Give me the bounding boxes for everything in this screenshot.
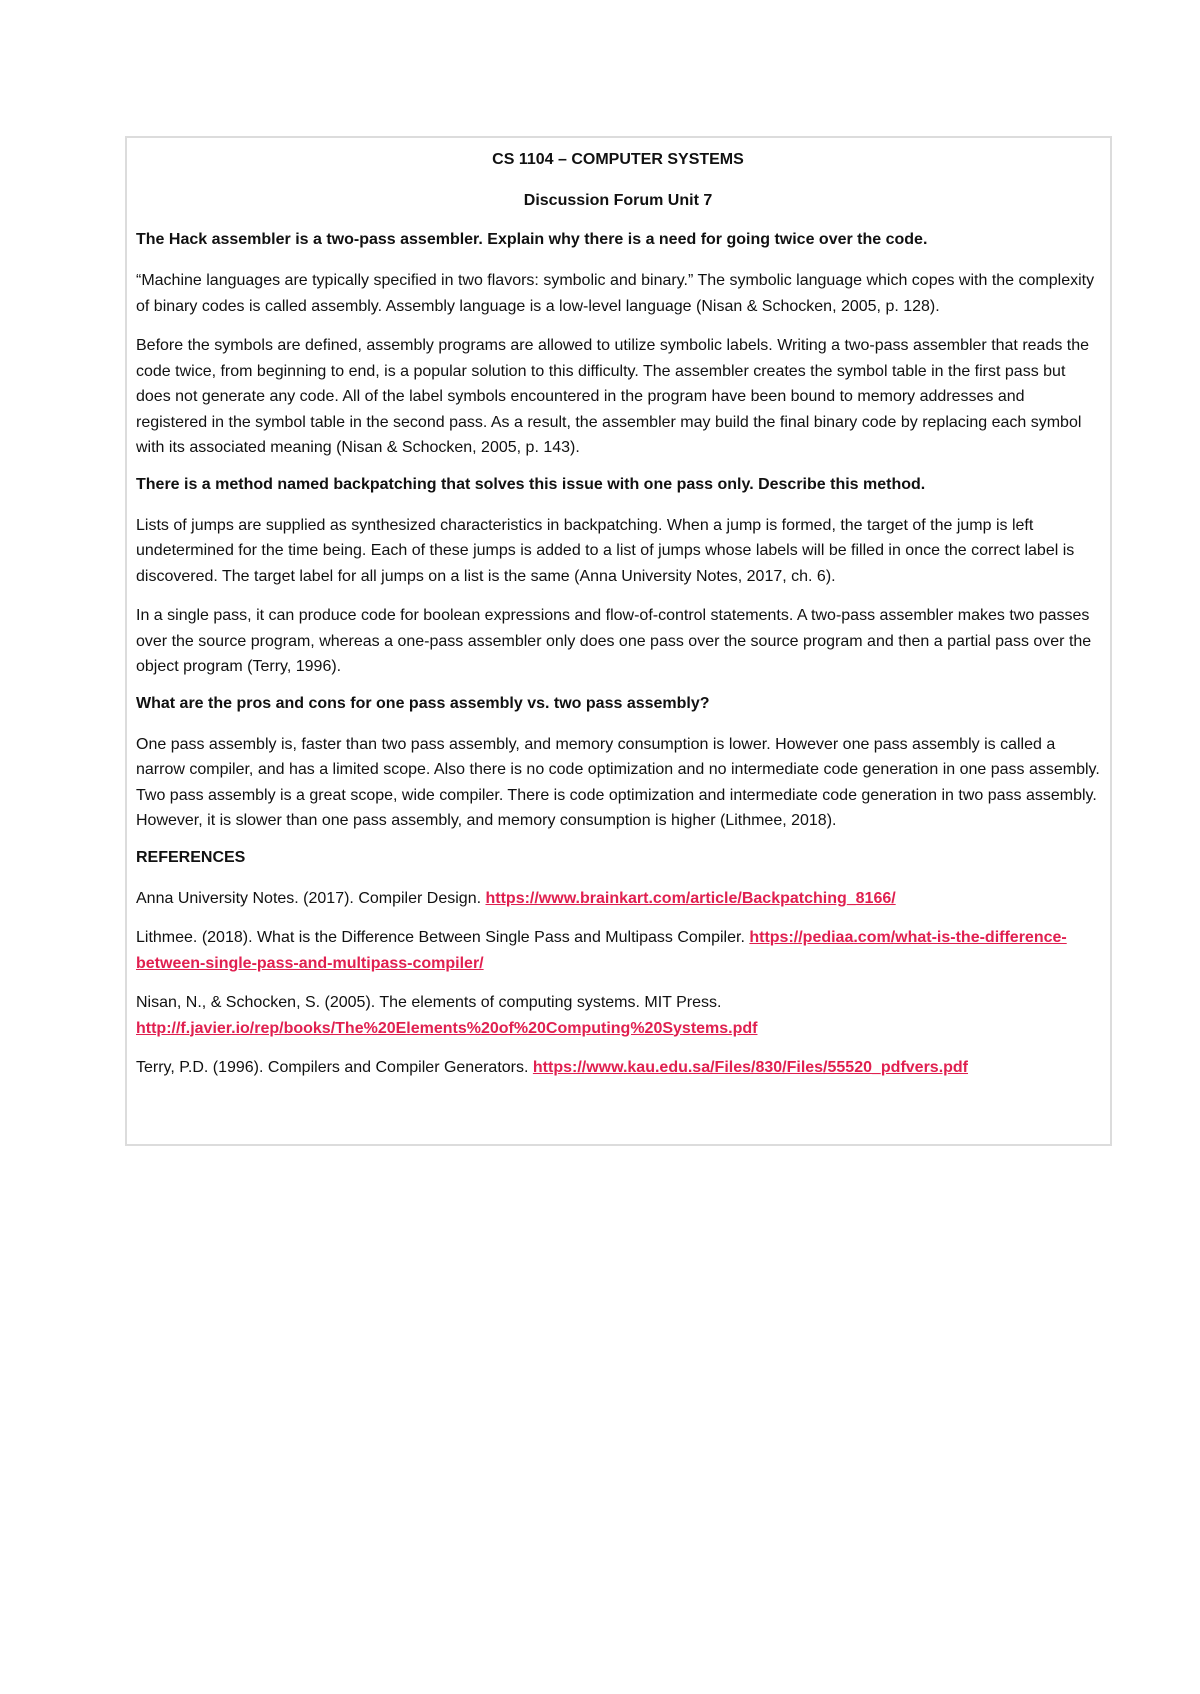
course-title: CS 1104 – COMPUTER SYSTEMS <box>492 151 744 168</box>
reference-item <box>136 925 1100 976</box>
reference-text: Anna University Notes. (2017). Compiler Design. <box>136 889 486 907</box>
answer-3-paragraph-1: One pass assembly is, faster than two pass assembly, and memory consumption is lower. However one pass assembly is called a narrow compiler, and has a limited scope. Also there is no code optimization and no intermediate code generation in one pass assembly. Two pass assembly is a great scope, wide compiler. There is code optimization and intermediate code generation in two pass assembly. However, it is slower than one pass assembly, and memory consumption is higher (Lithmee, 2018). <box>136 735 1100 829</box>
question-2: There is a method named backpatching that solves this issue with one pass only. Describe this method. <box>136 475 926 493</box>
document-box <box>125 136 1112 1146</box>
reference-link[interactable]: http://f.javier.io/rep/books/The%20Elements%20of%20Computing%20Systems.pdf <box>136 1019 758 1037</box>
answer-1-paragraph-2: Before the symbols are defined, assembly programs are allowed to utilize symbolic labels. Writing a two-pass assembler that reads the code twice, from beginning to end, is a popular solution to this difficulty. The assembler creates the symbol table in the first pass but does not generate any code. All of the label symbols encountered in the program have been bound to memory addresses and registered in the symbol table in the second pass. As a result, the assembler may build the final binary code by replacing each symbol with its associated meaning (Nisan & Schocken, 2005, p. 143). <box>136 337 1090 456</box>
reference-text: Nisan, N., & Schocken, S. (2005). The elements of computing systems. MIT Press. <box>136 994 722 1011</box>
question-1: The Hack assembler is a two-pass assembler. Explain why there is a need for going twice over the code. <box>136 231 928 248</box>
reference-link[interactable]: https://www.kau.edu.sa/Files/830/Files/55520_pdfvers.pdf <box>532 1059 969 1076</box>
references-heading: REFERENCES <box>136 848 246 866</box>
reference-item <box>136 886 1100 912</box>
reference-item <box>136 990 1100 1041</box>
reference-text: Lithmee. (2018). What is the Difference Between Single Pass and Multipass Compiler. <box>136 929 750 946</box>
answer-2-paragraph-1: Lists of jumps are supplied as synthesized characteristics in backpatching. When a jump is formed, the target of the jump is left undetermined for the time being. Each of these jumps is added to a list of jumps whose labels will be filled in once the correct label is discovered. The target label for all jumps on a list is the same (Anna University Notes, 2017, ch. 6). <box>136 516 1075 585</box>
forum-title: Discussion Forum Unit 7 <box>523 192 713 209</box>
answer-2-paragraph-2: In a single pass, it can produce code for boolean expressions and flow-of-control statements. A two-pass assembler makes two passes over the source program, whereas a one-pass assembler only does one pass over the source program and then a partial pass over the object program (Terry, 1996). <box>136 607 1092 675</box>
answer-1-paragraph-1: “Machine languages are typically specified in two flavors: symbolic and binary.” The symbolic language which copes with the complexity of binary codes is called assembly. Assembly language is a low-level language (Nisan & Schocken, 2005, p. 128). <box>136 272 1095 315</box>
reference-link[interactable]: https://www.brainkart.com/article/Backpatching_8166/ <box>485 889 896 907</box>
reference-item <box>136 1055 1100 1081</box>
reference-text: Terry, P.D. (1996). Compilers and Compiler Generators. <box>136 1059 533 1076</box>
question-3: What are the pros and cons for one pass assembly vs. two pass assembly? <box>136 694 710 712</box>
reference-link[interactable]: https://pediaa.com/what-is-the-difference-between-single-pass-and-multipass-compiler/ <box>136 929 1067 972</box>
